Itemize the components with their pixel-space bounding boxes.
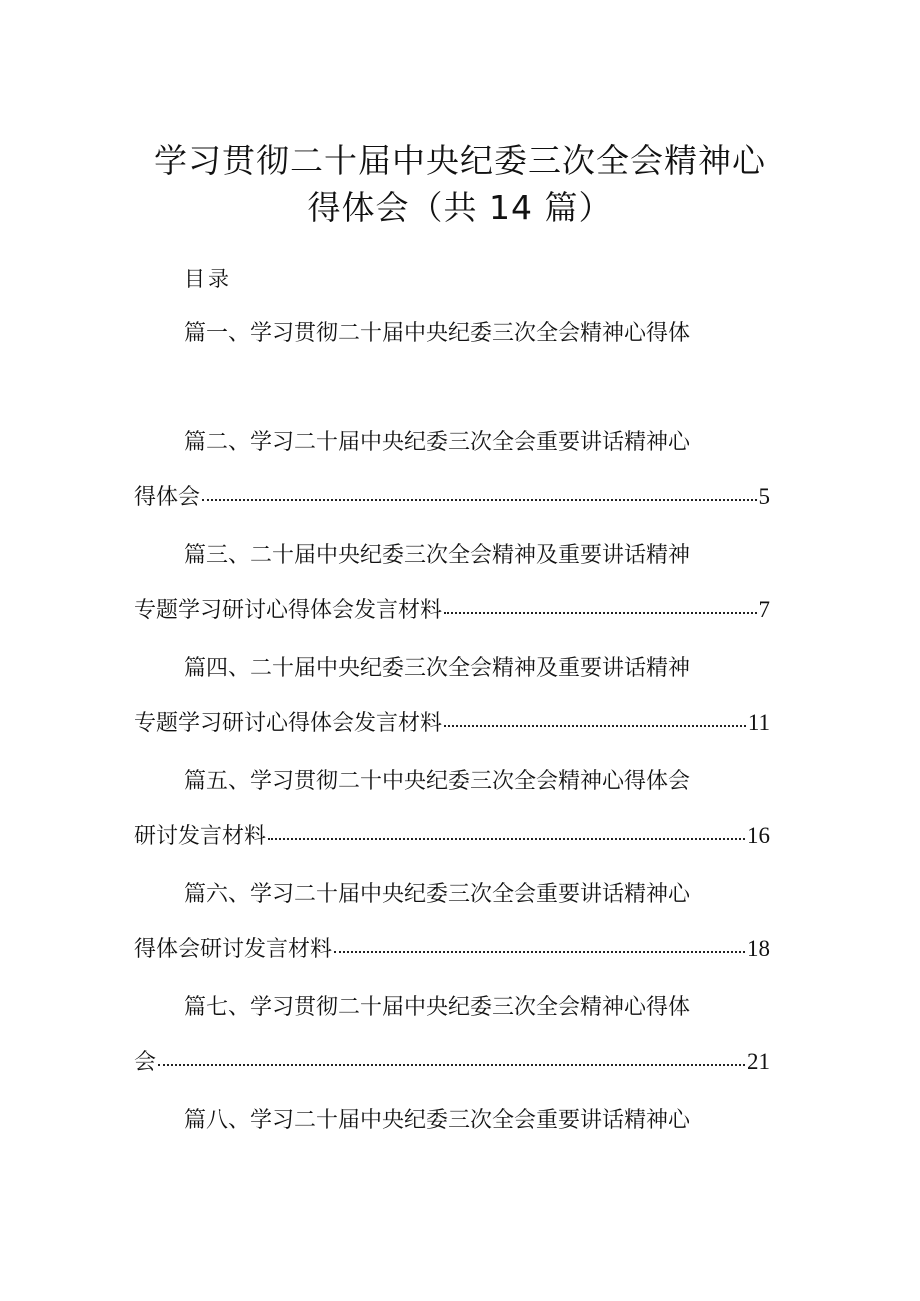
toc-leader-dots	[202, 499, 756, 501]
toc-leader-dots	[268, 838, 745, 840]
toc-entry-text: 专题学习研讨心得体会发言材料	[134, 711, 443, 736]
toc-label: 目录	[184, 267, 232, 291]
toc-page-number: 7	[758, 597, 770, 622]
toc-page-number: 5	[758, 484, 770, 509]
toc-entry-4[interactable]: 篇四、二十届中央纪委三次全会精神及重要讲话精神	[184, 656, 691, 681]
document-title-line-1: 学习贯彻二十届中央纪委三次全会精神心	[154, 141, 766, 180]
toc-entry-6-continuation[interactable]	[134, 932, 770, 963]
toc-entry-text: 得体会研讨发言材料	[134, 937, 333, 962]
toc-entry-1[interactable]: 篇一、学习贯彻二十届中央纪委三次全会精神心得体	[184, 321, 691, 346]
toc-entry-3-continuation[interactable]	[134, 593, 770, 624]
toc-leader-dots	[334, 951, 745, 953]
toc-entry-2-continuation[interactable]	[134, 480, 770, 511]
toc-entry-6[interactable]: 篇六、学习二十届中央纪委三次全会重要讲话精神心	[184, 882, 691, 907]
toc-leader-dots	[444, 725, 746, 727]
document-title-line-2: 得体会（共 14 篇）	[307, 188, 613, 227]
toc-entry-7-continuation[interactable]	[134, 1045, 770, 1076]
toc-entry-text: 研讨发言材料	[134, 824, 267, 849]
toc-entry-5-continuation[interactable]	[134, 819, 770, 850]
toc-entry-5[interactable]: 篇五、学习贯彻二十中央纪委三次全会精神心得体会	[184, 769, 691, 794]
toc-leader-dots	[158, 1064, 745, 1066]
toc-entry-7[interactable]: 篇七、学习贯彻二十届中央纪委三次全会精神心得体	[184, 995, 691, 1020]
toc-entry-2[interactable]: 篇二、学习二十届中央纪委三次全会重要讲话精神心	[184, 430, 691, 455]
toc-page-number: 21	[747, 1049, 770, 1074]
toc-page-number: 11	[747, 710, 770, 735]
toc-entry-4-continuation[interactable]	[134, 706, 770, 737]
toc-leader-dots	[444, 612, 756, 614]
toc-entry-text: 会	[134, 1050, 157, 1075]
toc-entry-text: 得体会	[134, 485, 201, 510]
toc-entry-text: 专题学习研讨心得体会发言材料	[134, 598, 443, 623]
toc-entry-3[interactable]: 篇三、二十届中央纪委三次全会精神及重要讲话精神	[184, 543, 691, 568]
toc-page-number: 16	[747, 823, 770, 848]
toc-entry-8[interactable]: 篇八、学习二十届中央纪委三次全会重要讲话精神心	[184, 1108, 691, 1133]
toc-page-number: 18	[747, 936, 770, 961]
